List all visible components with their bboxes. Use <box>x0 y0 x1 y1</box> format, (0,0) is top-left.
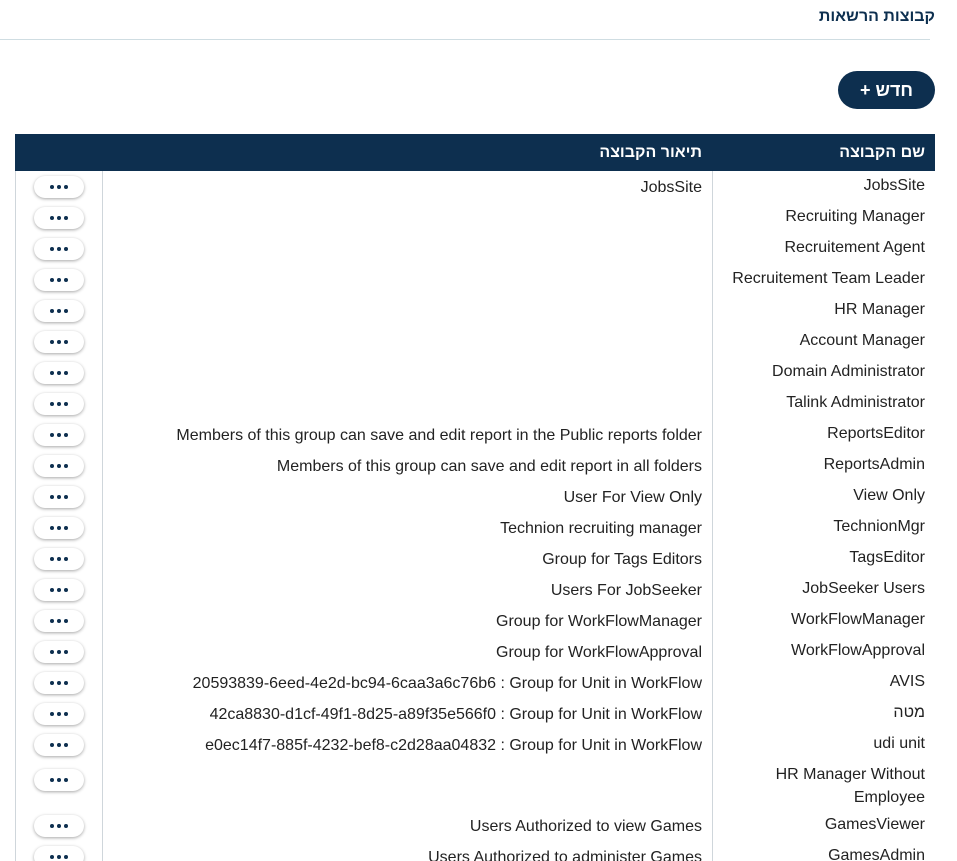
group-description-cell: User For View Only <box>563 489 702 506</box>
more-horizontal-icon <box>50 402 68 406</box>
group-name-cell: Recruitement Agent <box>784 239 925 256</box>
new-group-button[interactable]: חדש + <box>838 71 935 109</box>
table-row[interactable] <box>16 326 935 357</box>
group-name-cell: View Only <box>853 487 925 504</box>
group-name-cell: JobSeeker Users <box>802 580 925 597</box>
table-header <box>15 134 935 171</box>
group-name-cell: Talink Administrator <box>786 394 925 411</box>
row-actions-button[interactable] <box>34 672 84 694</box>
row-actions-button[interactable] <box>34 769 84 791</box>
more-horizontal-icon <box>50 216 68 220</box>
group-description-cell: Users Authorized to view Games <box>469 818 702 835</box>
group-name-cell: WorkFlowManager <box>791 611 925 628</box>
row-actions-button[interactable] <box>34 424 84 446</box>
table-row[interactable] <box>16 636 935 667</box>
table-row[interactable] <box>16 605 935 636</box>
table-row[interactable] <box>16 841 935 861</box>
group-description-cell: 42ca8830-d1cf-49f1-8d25-a89f35e566f0 : Group for Unit in WorkFlow <box>209 706 702 723</box>
more-horizontal-icon <box>50 681 68 685</box>
row-actions-button[interactable] <box>34 269 84 291</box>
row-actions-button[interactable] <box>34 393 84 415</box>
more-horizontal-icon <box>50 278 68 282</box>
row-actions-button[interactable] <box>34 846 84 861</box>
group-name-cell: AVIS <box>889 673 925 690</box>
row-actions-button[interactable] <box>34 176 84 198</box>
group-name-cell: Recruitement Team Leader <box>732 270 925 287</box>
row-actions-button[interactable] <box>34 548 84 570</box>
row-actions-button[interactable] <box>34 486 84 508</box>
table-body <box>15 171 935 861</box>
group-name-cell: udi unit <box>873 735 925 752</box>
row-actions-button[interactable] <box>34 517 84 539</box>
row-actions-button[interactable] <box>34 238 84 260</box>
table-row[interactable] <box>16 543 935 574</box>
table-row[interactable] <box>16 264 935 295</box>
table-row[interactable] <box>16 202 935 233</box>
more-horizontal-icon <box>50 247 68 251</box>
more-horizontal-icon <box>50 743 68 747</box>
row-actions-button[interactable] <box>34 641 84 663</box>
more-horizontal-icon <box>50 712 68 716</box>
table-row[interactable] <box>16 512 935 543</box>
table-row[interactable] <box>16 171 935 202</box>
row-actions-button[interactable] <box>34 815 84 837</box>
group-description-cell: Group for Tags Editors <box>542 551 702 568</box>
group-name-cell: HR Manager <box>834 301 925 318</box>
more-horizontal-icon <box>50 495 68 499</box>
table-row[interactable] <box>16 810 935 841</box>
group-name-cell: Domain Administrator <box>772 363 925 380</box>
table-row[interactable] <box>16 233 935 264</box>
group-name-cell: Recruiting Manager <box>785 208 925 225</box>
group-description-cell: Group for WorkFlowApproval <box>496 644 702 661</box>
more-horizontal-icon <box>50 526 68 530</box>
group-name-cell: WorkFlowApproval <box>791 642 925 659</box>
group-name-cell: GamesViewer <box>824 816 925 833</box>
group-description-cell: 20593839-6eed-4e2d-bc94-6caa3a6c76b6 : Group for Unit in WorkFlow <box>192 675 702 692</box>
group-name-cell: מטה <box>893 704 925 721</box>
more-horizontal-icon <box>50 185 68 189</box>
more-horizontal-icon <box>50 557 68 561</box>
table-row[interactable] <box>16 295 935 326</box>
groups-table <box>15 134 935 861</box>
group-name-cell: Account Manager <box>799 332 925 349</box>
more-horizontal-icon <box>50 371 68 375</box>
row-actions-button[interactable] <box>34 207 84 229</box>
row-actions-button[interactable] <box>34 455 84 477</box>
more-horizontal-icon <box>50 619 68 623</box>
group-name-cell: TagsEditor <box>849 549 925 566</box>
group-name-cell: TechnionMgr <box>833 518 925 535</box>
title-divider <box>0 39 930 40</box>
table-row[interactable] <box>16 698 935 729</box>
table-row[interactable] <box>16 419 935 450</box>
more-horizontal-icon <box>50 650 68 654</box>
group-description-cell: Users For JobSeeker <box>550 582 702 599</box>
more-horizontal-icon <box>50 855 68 859</box>
row-actions-button[interactable] <box>34 300 84 322</box>
table-row[interactable] <box>16 667 935 698</box>
table-row[interactable] <box>16 481 935 512</box>
table-row[interactable] <box>16 760 935 810</box>
group-name-cell: GamesAdmin <box>828 847 925 861</box>
row-actions-button[interactable] <box>34 734 84 756</box>
group-name-cell: JobsSite <box>863 177 925 194</box>
table-row[interactable] <box>16 450 935 481</box>
group-name-cell: HR Manager Without Employee <box>775 766 925 806</box>
group-description-cell: Group for WorkFlowManager <box>496 613 702 630</box>
row-actions-button[interactable] <box>34 331 84 353</box>
more-horizontal-icon <box>50 464 68 468</box>
more-horizontal-icon <box>50 588 68 592</box>
table-row[interactable] <box>16 729 935 760</box>
more-horizontal-icon <box>50 433 68 437</box>
group-description-cell: e0ec14f7-885f-4232-bef8-c2d28aa04832 : Group for Unit in WorkFlow <box>205 737 702 754</box>
row-actions-button[interactable] <box>34 703 84 725</box>
row-actions-button[interactable] <box>34 362 84 384</box>
table-row[interactable] <box>16 574 935 605</box>
group-description-cell: Members of this group can save and edit report in the Public reports folder <box>176 427 702 444</box>
group-description-cell: JobsSite <box>640 179 702 196</box>
group-name-cell: ReportsEditor <box>827 425 925 442</box>
group-description-cell: Technion recruiting manager <box>500 520 702 537</box>
table-row[interactable] <box>16 388 935 419</box>
header-group-name[interactable]: שם הקבוצה <box>839 144 925 161</box>
more-horizontal-icon <box>50 309 68 313</box>
group-description-cell: Users Authorized to administer Games <box>428 849 702 861</box>
header-group-description[interactable]: תיאור הקבוצה <box>599 144 702 161</box>
more-horizontal-icon <box>50 778 68 782</box>
row-actions-button[interactable] <box>34 610 84 632</box>
row-actions-button[interactable] <box>34 579 84 601</box>
page-title: קבוצות הרשאות <box>818 8 935 25</box>
group-name-cell: ReportsAdmin <box>823 456 925 473</box>
more-horizontal-icon <box>50 824 68 828</box>
more-horizontal-icon <box>50 340 68 344</box>
group-description-cell: Members of this group can save and edit report in all folders <box>276 458 702 475</box>
table-row[interactable] <box>16 357 935 388</box>
